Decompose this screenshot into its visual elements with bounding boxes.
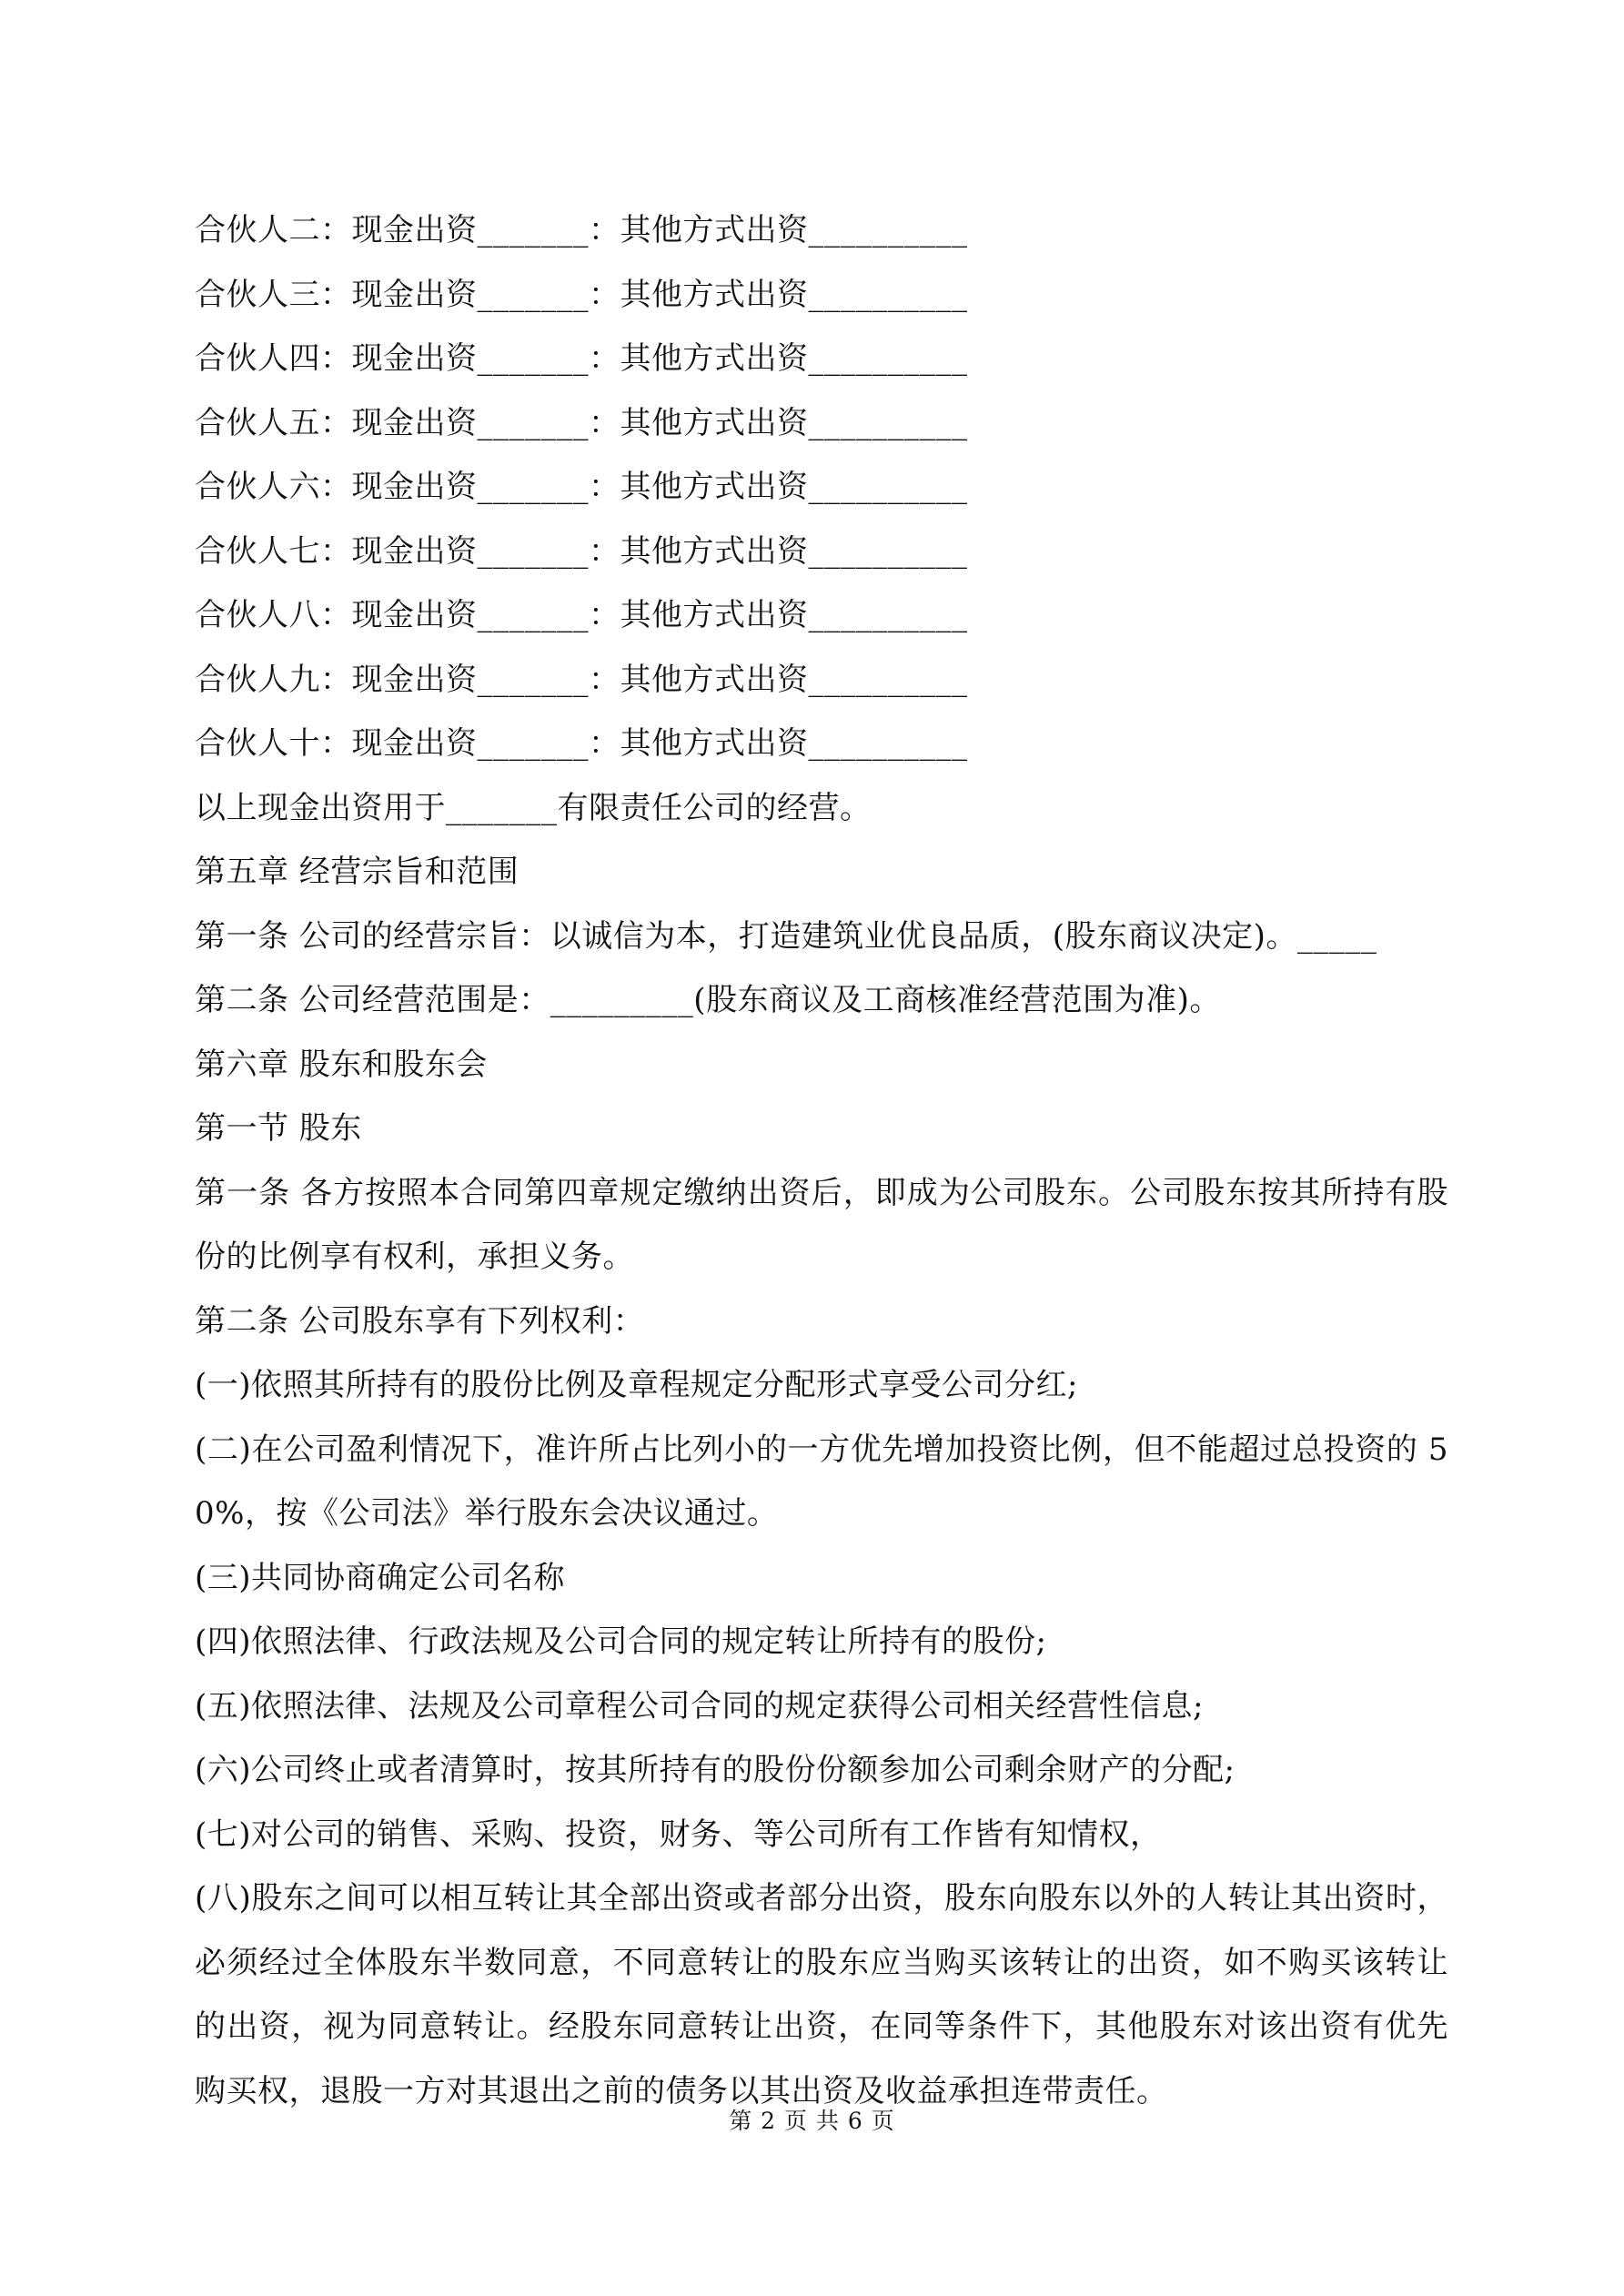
other-label: ：其他方式出资 <box>589 276 809 313</box>
other-blank: __________ <box>808 212 968 248</box>
cash-usage-line: 以上现金出资用于_______有限责任公司的经营。 <box>195 789 872 826</box>
partner-label: 合伙人九：现金出资 <box>195 661 478 698</box>
partner-line-2 <box>195 198 1448 263</box>
cash-blank: _______ <box>477 212 589 248</box>
other-blank: __________ <box>808 469 968 505</box>
cash-blank: _______ <box>477 469 589 505</box>
cash-blank: _______ <box>477 597 589 633</box>
right-item-2: (二)在公司盈利情况下，准许所占比列小的一方优先增加投资比例，但不能超过总投资的 50%，按《公司法》举行股东会决议通过。 <box>195 1431 1448 1532</box>
partner-label: 合伙人十：现金出资 <box>195 725 478 762</box>
right-item-3: (三)共同协商确定公司名称 <box>195 1559 566 1596</box>
partner-label: 合伙人三：现金出资 <box>195 276 478 313</box>
right-item-7: (七)对公司的销售、采购、投资，财务、等公司所有工作皆有知情权， <box>195 1816 1162 1853</box>
cash-blank: _______ <box>477 725 589 762</box>
other-label: ：其他方式出资 <box>589 725 809 762</box>
page-footer <box>0 2103 1624 2139</box>
cash-blank: _______ <box>477 661 589 698</box>
partner-line-6 <box>195 455 1448 520</box>
other-blank: __________ <box>808 404 968 441</box>
other-blank: __________ <box>808 597 968 633</box>
chapter5-article1: 第一条 公司的经营宗旨：以诚信为本，打造建筑业优良品质，(股东商议决定)。_____ <box>195 917 1377 955</box>
right-item-8: (八)股东之间可以相互转让其全部出资或者部分出资，股东向股东以外的人转让其出资时，必须经过全体股东半数同意，不同意转让的股东应当购买该转让的出资，如不购买该转让的出资，视为同意转让。经股东同意转让出资，在同等条件下，其他股东对该出资有优先购买权，退股一方对其退出之前的债务以其出资及收益承担连带责任。 <box>195 1880 1448 2109</box>
cash-blank: _______ <box>477 532 589 570</box>
chapter6-section1: 第一节 股东 <box>195 1110 362 1147</box>
partner-label: 合伙人八：现金出资 <box>195 597 478 633</box>
partner-line-9 <box>195 648 1448 713</box>
partner-line-5 <box>195 391 1448 456</box>
chapter6-article2: 第二条 公司股东享有下列权利： <box>195 1302 645 1340</box>
other-label: ：其他方式出资 <box>589 340 809 377</box>
partner-label: 合伙人七：现金出资 <box>195 532 478 570</box>
cash-blank: _______ <box>477 276 589 313</box>
partner-line-8 <box>195 583 1448 648</box>
right-item-6: (六)公司终止或者清算时，按其所持有的股份份额参加公司剩余财产的分配; <box>195 1752 1236 1788</box>
partner-line-4 <box>195 327 1448 391</box>
other-blank: __________ <box>808 532 968 570</box>
other-blank: __________ <box>808 276 968 313</box>
right-item-1: (一)依照其所持有的股份比例及章程规定分配形式享受公司分红; <box>195 1367 1078 1403</box>
partner-label: 合伙人六：现金出资 <box>195 469 478 505</box>
partner-line-10 <box>195 712 1448 776</box>
other-blank: __________ <box>808 661 968 698</box>
other-label: ：其他方式出资 <box>589 212 809 248</box>
partner-label: 合伙人五：现金出资 <box>195 404 478 441</box>
partner-label: 合伙人四：现金出资 <box>195 340 478 377</box>
partner-line-3 <box>195 263 1448 328</box>
partner-label: 合伙人二：现金出资 <box>195 212 478 248</box>
document-body <box>195 198 1448 2123</box>
chapter5-article2: 第二条 公司经营范围是：_________(股东商议及工商核准经营范围为准)。 <box>195 982 1221 1018</box>
other-label: ：其他方式出资 <box>589 469 809 505</box>
right-item-5: (五)依照法律、法规及公司章程公司合同的规定获得公司相关经营性信息; <box>195 1687 1204 1725</box>
other-label: ：其他方式出资 <box>589 661 809 698</box>
partner-line-7 <box>195 520 1448 584</box>
cash-blank: _______ <box>477 340 589 377</box>
page-number: 第 2 页 共 6 页 <box>729 2108 895 2134</box>
other-label: ：其他方式出资 <box>589 597 809 633</box>
chapter6-article1: 第一条 各方按照本合同第四章规定缴纳出资后，即成为公司股东。公司股东按其所持有股份的比例享有权利，承担义务。 <box>195 1174 1448 1275</box>
other-blank: __________ <box>808 340 968 377</box>
other-label: ：其他方式出资 <box>589 404 809 441</box>
other-label: ：其他方式出资 <box>589 532 809 570</box>
chapter5-title: 第五章 经营宗旨和范围 <box>195 854 519 890</box>
cash-blank: _______ <box>477 404 589 441</box>
other-blank: __________ <box>808 725 968 762</box>
chapter6-title: 第六章 股东和股东会 <box>195 1046 488 1083</box>
right-item-4: (四)依照法律、行政法规及公司合同的规定转让所持有的股份; <box>195 1623 1047 1660</box>
